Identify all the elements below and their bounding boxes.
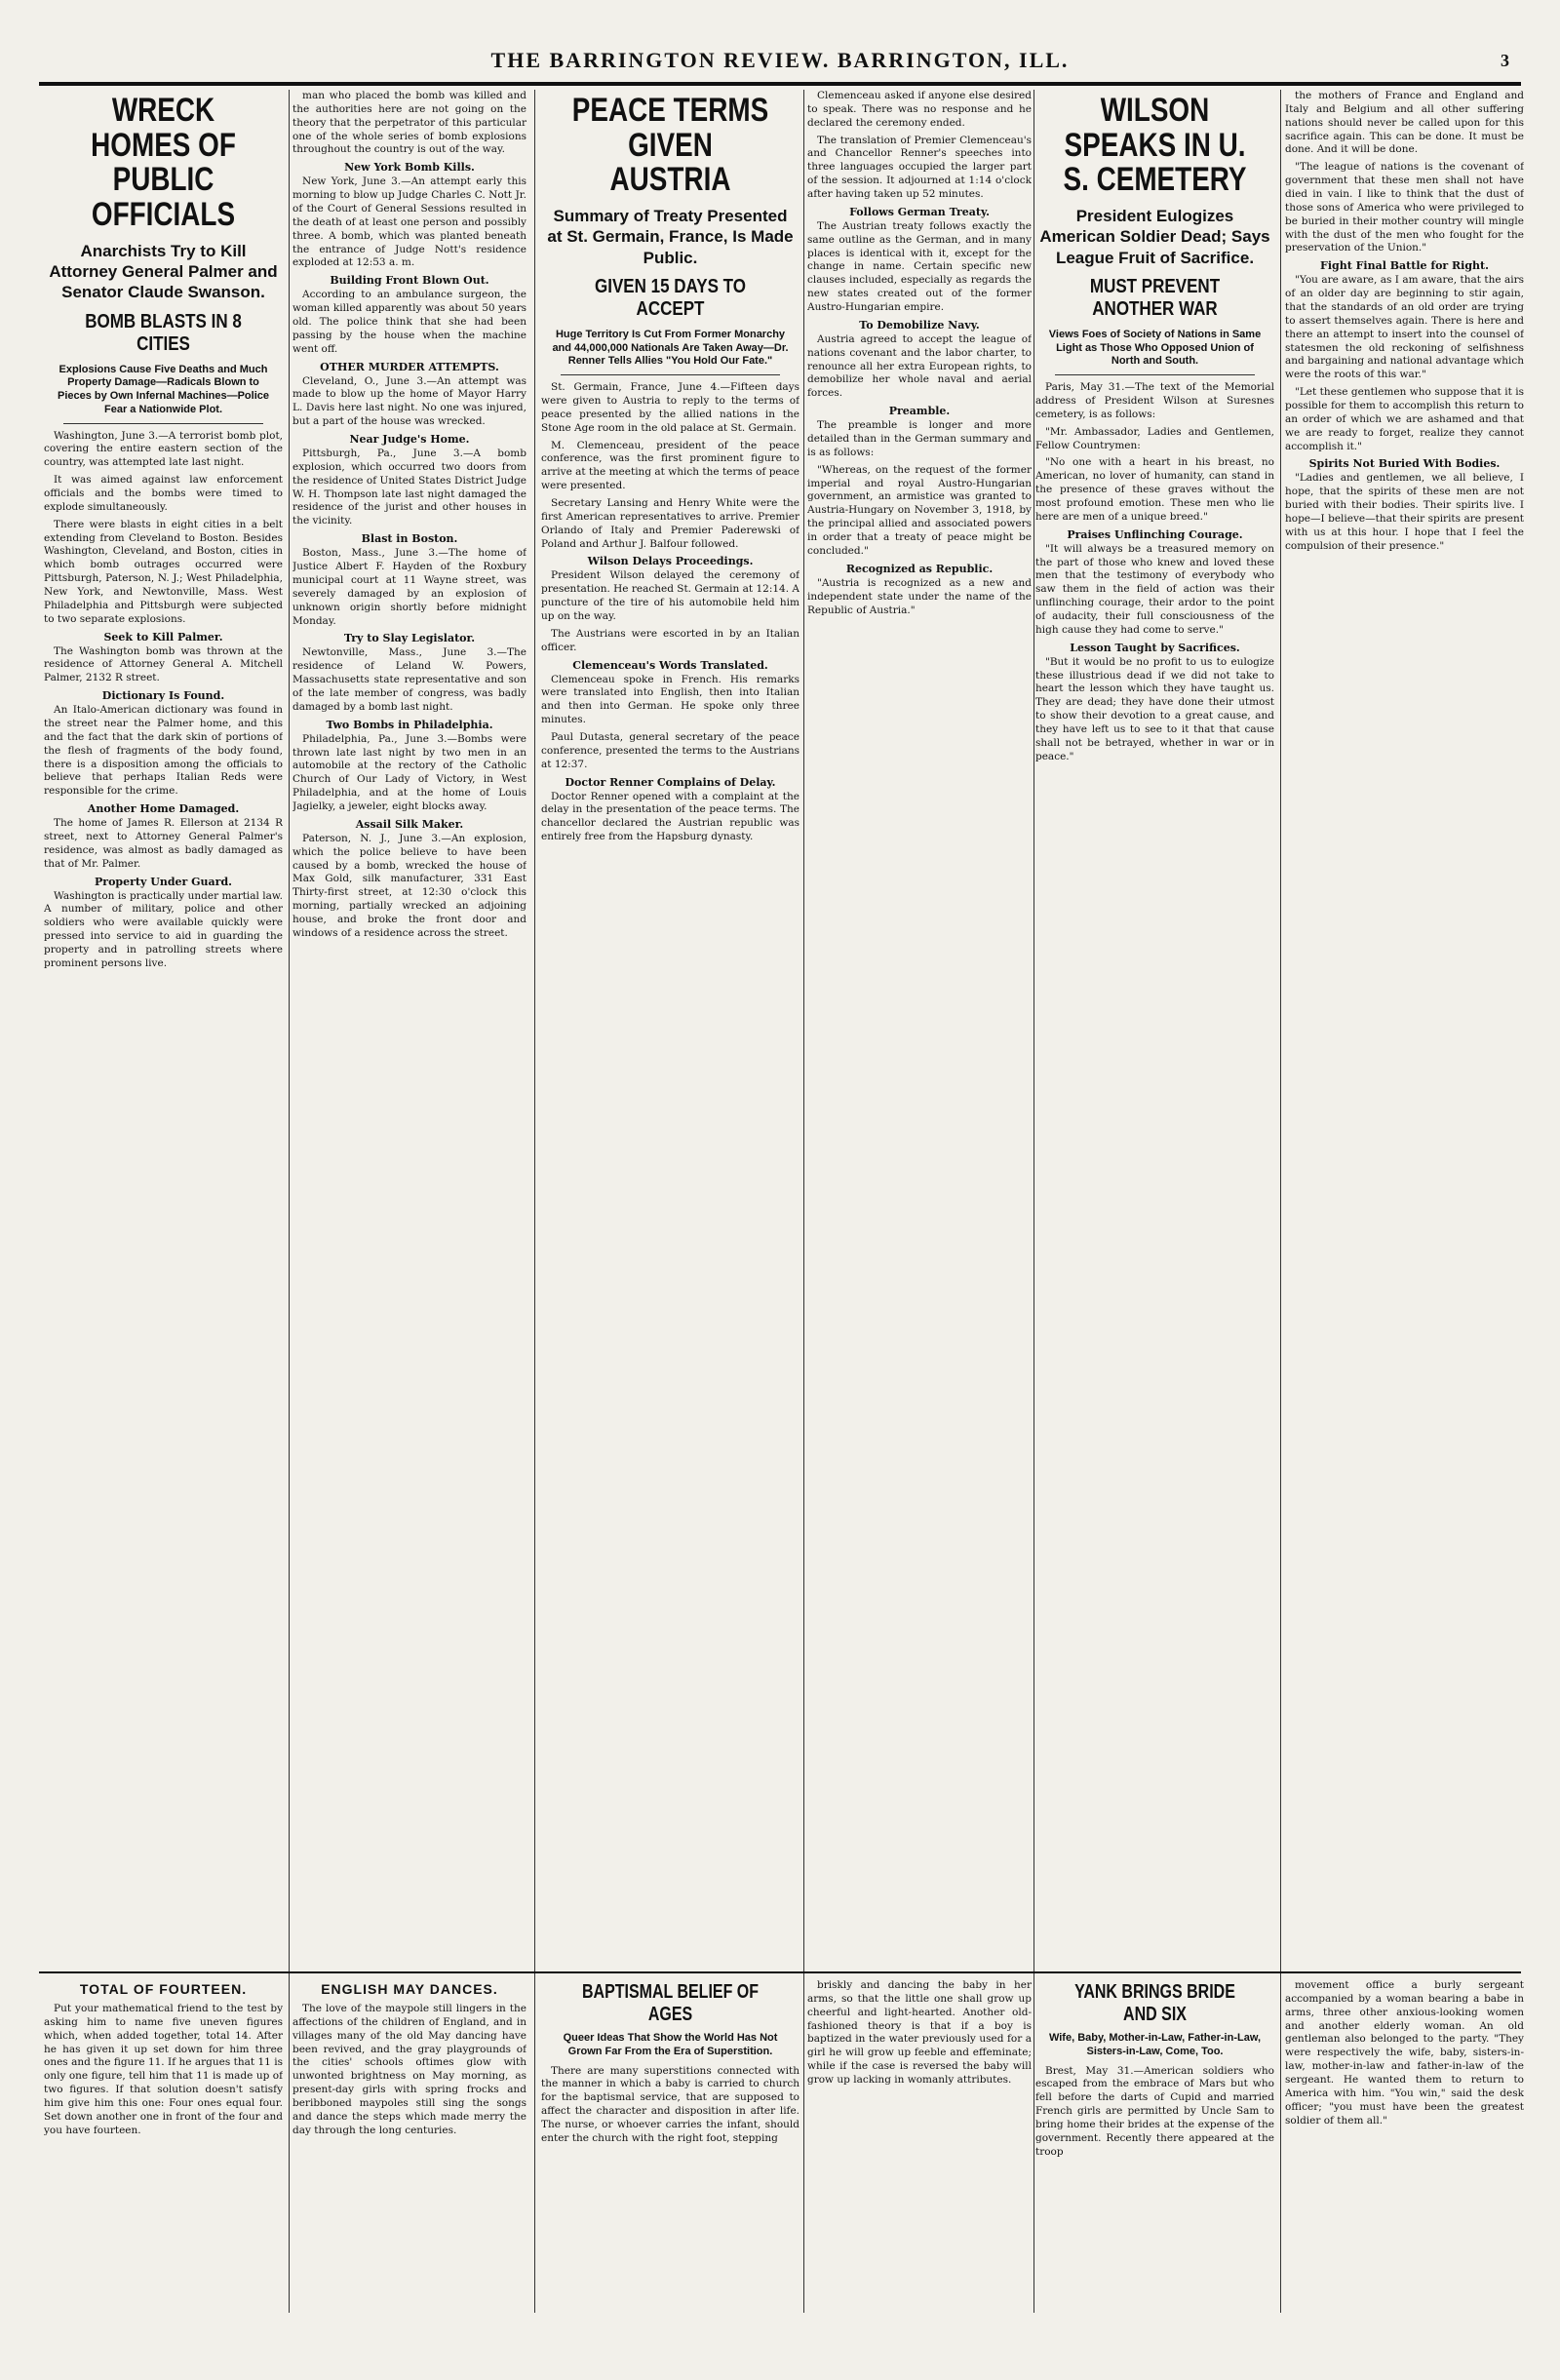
article-deck: Queer Ideas That Show the World Has Not Grown Far From the Era of Superstition. (563, 2032, 778, 2057)
section-heading: New York Bomb Kills. (344, 161, 475, 175)
column-rule (534, 90, 535, 2313)
article-title: BAPTISMAL BELIEF OF AGES (581, 1981, 760, 2025)
bottom-section-rule (39, 1971, 1521, 1973)
article-paragraph: the mothers of France and England and Italy and Belgium and all other suffering nations should never be called upon for this sacrifice again. This can be done. It must be done. And it will be done. (1285, 90, 1524, 156)
article-paragraph: The preamble is longer and more detailed than in the German summary and is as follows: (807, 419, 1032, 458)
article-paragraph: Clemenceau asked if anyone else desired to speak. There was no response and he declared the ceremony ended. (807, 90, 1032, 129)
article-english-may-dances (292, 1979, 526, 2369)
article-title: YANK BRINGS BRIDE AND SIX (1074, 1981, 1235, 2025)
column-6 (1285, 90, 1524, 1967)
column-3 (541, 90, 800, 1967)
article-paragraph: "Mr. Ambassador, Ladies and Gentlemen, Fellow Countrymen: (1035, 425, 1274, 451)
article-title: ENGLISH MAY DANCES. (321, 1981, 498, 1997)
article-paragraph: "It will always be a treasured memory on the part of those who knew and loved these men that the testimony of everybody who saw them in the field of action was their unflinching courage, their ardor to the point of audacity, their full consciousness of the high cause they had come to serve." (1035, 542, 1274, 636)
column-rule (1280, 90, 1281, 2313)
article-paragraph: Pittsburgh, Pa., June 3.—A bomb explosion, which occurred two doors from the residence of United States District Judge W. H. Thompson late last night damaged the residence of the jurist and other houses in the vicinity. (292, 448, 526, 527)
section-heading: Blast in Boston. (361, 532, 458, 546)
article-paragraph: According to an ambulance surgeon, the woman killed apparently was about 50 years old. The police think that she had been passing by the house when the machine went off. (292, 289, 526, 355)
article-yank-brings-bride (1035, 1979, 1274, 2369)
article-paragraph: Austria agreed to accept the league of nations covenant and the labor charter, to renounce all her extra European rights, to demobilize her whole naval and aerial forces. (807, 332, 1032, 400)
subhead-bomb-blasts: BOMB BLASTS IN 8 CITIES (85, 310, 242, 355)
article-paragraph: Newtonville, Mass., June 3.—The residence of Leland W. Powers, Massachusetts state representative and son of the late member of congress, was badly damaged by a bomb last night. (292, 646, 526, 713)
article-paragraph: Washington is practically under martial law. A number of military, police and other soldiers who were available quickly were pressed into service to aid in guarding the property and in patrolling streets where prominent persons live. (44, 889, 283, 969)
article-paragraph: The love of the maypole still lingers in the affections of the children of England, and in villages many of the old May dancing have been revived, and the gray playgrounds of the cities' schools oftimes glow with unwonted brightness on May morning, as present-day girls with spring frocks and beribboned maypoles still sing the songs and dance the steps which made merry the day through the long centuries. (292, 2003, 526, 2136)
article-paragraph: "The league of nations is the covenant of government that these men shall not have died in vain. I like to think that the dust of those sons of America who were privileged to be buried in their mother country will mingle with the dust of the men who fought for the preservation of the Union." (1285, 161, 1524, 254)
article-paragraph: briskly and dancing the baby in her arms, so that the little one shall grow up cheerful and light-hearted. Another old-fashioned theory is that if a boy is baptized in the water previously used for a girl he will grow up feeble and effeminate; while if the case is reversed the baby will grow up lacking in womanly attributes. (807, 1979, 1032, 2087)
article-paragraph: Brest, May 31.—American soldiers who escaped from the embrace of Mars but who fell before the darts of Cupid and married French girls are permitted by Uncle Sam to bring home their brides at the expense of the government. Recently there appeared at the troop (1035, 2064, 1274, 2158)
section-heading: Lesson Taught by Sacrifices. (1070, 641, 1240, 654)
section-heading: Follows German Treaty. (849, 205, 990, 218)
section-heading: Dictionary Is Found. (101, 689, 225, 703)
section-heading: Clemenceau's Words Translated. (572, 658, 768, 672)
article-paragraph: Clemenceau spoke in French. His remarks were translated into English, then into Italian and then into German. He spoke only three minutes. (541, 673, 800, 726)
article-paragraph: St. Germain, France, June 4.—Fifteen days were given to Austria to reply to the terms of peace presented by the allied nations in the Stone Age room in the old palace at St. Germain. (541, 381, 800, 434)
deck-president-eulogizes: President Eulogizes American Soldier Dead; Says League Fruit of Sacrifice. (1039, 207, 1270, 267)
article-paragraph: President Wilson delayed the ceremony of presentation. He reached St. Germain at 12:14. A puncture of the tire of his automobile held him up on the way. (541, 569, 800, 622)
column-rule (289, 90, 290, 2313)
article-paragraph: The translation of Premier Clemenceau's and Chancellor Renner's speeches into three languages occupied the larger part of the session. It adjourned at 1:14 o'clock after having taken up 52 minutes. (807, 134, 1032, 201)
article-paragraph: "Let these gentlemen who suppose that it is possible for them to accomplish this return to an order of which we are ashamed and that we are ready to forget, realize they cannot accomplish it." (1285, 386, 1524, 452)
article-paragraph: movement office a burly sergeant accompanied by a woman bearing a babe in arms, three other anxious-looking women and another elderly woman. An old gentleman also belonged to the party. "They were respectively the wife, baby, sisters-in-law, mother-in-law and father-in-law of the sergeant. He wanted them to return to America with him. "You win," said the desk officer; "you must have been the greatest soldier of them all." (1285, 1979, 1524, 2126)
masthead-title: THE BARRINGTON REVIEW. BARRINGTON, ILL. (490, 48, 1070, 72)
column-2 (292, 90, 526, 1967)
article-paragraph: Put your mathematical friend to the test by asking him to name five uneven figures which, when added together, total 14. After he has given it up set down for him three ones and the figure 11. If he argues that 11 is only one figure, tell him that 11 is made up of two figures. If that solution doesn't satisfy him give him this one: Four ones equal four. Set down another one in front of the four and you have fourteen. (44, 2003, 283, 2136)
article-paragraph: Washington, June 3.—A terrorist bomb plot, covering the entire eastern section of the country, was attempted late last night. (44, 429, 283, 469)
article-paragraph: The Austrians were escorted in by an Italian officer. (541, 627, 800, 653)
article-paragraph: Philadelphia, Pa., June 3.—Bombs were thrown late last night by two men in an automobile at the rectory of the Catholic Church of Our Lady of Victory, in West Philadelphia, and at the home of Louis Jagielky, a jeweler, eight blocks away. (292, 732, 526, 812)
section-heading: Two Bombs in Philadelphia. (326, 718, 493, 731)
deck-views-foes: Views Foes of Society of Nations in Same Light as Those Who Opposed Union of North and South. (1048, 328, 1262, 368)
section-heading: Doctor Renner Complains of Delay. (565, 775, 776, 789)
article-paragraph: It was aimed against law enforcement officials and the bombs were timed to explode simultaneously. (44, 474, 283, 513)
article-paragraph: Doctor Renner opened with a complaint at the delay in the presentation of the peace terms. The chancellor declared the Austrian republic was entirely free from the Hapsburg dynasty. (541, 790, 800, 843)
subhead-given-15-days: GIVEN 15 DAYS TO ACCEPT (595, 275, 746, 320)
headline-peace-terms: PEACE TERMS GIVEN AUSTRIA (571, 92, 769, 199)
article-paragraph: There are many superstitions connected with the manner in which a baby is carried to church for the baptismal service, that are supposed to affect the character and disposition in after life. The nurse, or whoever carries the infant, should enter the church with the right foot, stepping (541, 2064, 800, 2144)
article-paragraph: Paris, May 31.—The text of the Memorial address of President Wilson at Suresnes cemetery, is as follows: (1035, 381, 1274, 420)
article-paragraph: "Ladies and gentlemen, we all believe, I hope, that the spirits of these men are not buried with their bodies. Their spirits live. I hope—I believe—that their spirits are present with us at this hour. I hope that I feel the compulsion of their presence." (1285, 472, 1524, 552)
article-paragraph: There were blasts in eight cities in a belt extending from Cleveland to Boston. Besides Washington, Cleveland, and Boston, cities in which bomb outrages occurred were Pittsburgh, Paterson, N. J.; West Philadelphia, New York, and Newtonville, Mass. West Philadelphia and Pittsburgh were subjected to two separate explosions. (44, 518, 283, 625)
article-paragraph: Boston, Mass., June 3.—The home of Justice Albert F. Hayden of the Roxbury municipal court at 11 Wayne street, was severely damaged by an explosion of unknown origin shortly before midnight Monday. (292, 547, 526, 627)
section-heading: Try to Slay Legislator. (343, 632, 476, 645)
article-baptismal-belief (541, 1979, 800, 2369)
article-total-of-fourteen (44, 1979, 283, 2369)
article-paragraph: Paterson, N. J., June 3.—An explosion, which the police believe to have been caused by a bomb, wrecked the house of Max Gold, silk manufacturer, 331 East Thirty-first street, at 12:30 o'clock this morning, partially wrecked an adjoining house, and broke the front door and windows of a residence across the street. (292, 832, 526, 939)
masthead (39, 37, 1521, 84)
article-paragraph: Secretary Lansing and Henry White were the first American representatives to arrive. Premier Orlando of Italy and Premier Paderewski of Poland and Arthur J. Balfour followed. (541, 496, 800, 550)
section-heading: Wilson Delays Proceedings. (587, 555, 754, 568)
article-paragraph: Paul Dutasta, general secretary of the peace conference, presented the terms to the Austrians at 12:37. (541, 730, 800, 770)
article-paragraph: New York, June 3.—An attempt early this morning to blow up Judge Charles C. Nott Jr. of the Court of General Sessions resulted in the death of at least one person and possibly three. A bomb, which was planted beneath the entrance of Judge Nott's residence exploded at 12:53 a. m. (292, 176, 526, 269)
masthead-rule (39, 82, 1521, 86)
article-paragraph: "Austria is recognized as a new and independent state under the name of the Republic of Austria." (807, 576, 1032, 616)
section-heading: Fight Final Battle for Right. (1320, 259, 1489, 273)
deck-explosions: Explosions Cause Five Deaths and Much Property Damage—Radicals Blown to Pieces by Own Infernal Machines—Police Fear a Nationwide Plot. (57, 363, 270, 415)
section-heading: Praises Unflinching Courage. (1067, 527, 1243, 541)
section-heading: Spirits Not Buried With Bodies. (1308, 457, 1501, 471)
section-heading: OTHER MURDER ATTEMPTS. (320, 360, 499, 373)
headline-wilson-speaks: WILSON SPEAKS IN U. S. CEMETERY (1063, 92, 1247, 199)
article-paragraph: Cleveland, O., June 3.—An attempt was made to blow up the home of Mayor Harry L. Davis here last night. No one was injured, but a part of the house was wrecked. (292, 374, 526, 428)
section-heading: Another Home Damaged. (87, 802, 240, 816)
deck-summary-of-treaty: Summary of Treaty Presented at St. Germain, France, Is Made Public. (547, 207, 794, 267)
column-4 (807, 90, 1032, 1967)
article-paragraph: "Whereas, on the request of the former imperial and royal Austro-Hungarian government, an armistice was granted to Austria-Hungary on November 3, 1918, by the principal allied and associated powers in order that a treaty of peace might be concluded." (807, 463, 1032, 557)
section-heading: Property Under Guard. (95, 875, 232, 888)
subhead-prevent-war: MUST PREVENT ANOTHER WAR (1089, 275, 1221, 320)
headline-wreck-homes: WRECK HOMES OF PUBLIC OFFICIALS (91, 92, 236, 234)
article-title: TOTAL OF FOURTEEN. (79, 1981, 248, 1997)
section-heading: Recognized as Republic. (845, 562, 994, 575)
section-heading: Building Front Blown Out. (330, 274, 489, 288)
section-heading: To Demobilize Navy. (859, 318, 980, 332)
deck-huge-territory: Huge Territory Is Cut From Former Monarchy and 44,000,000 Nationals Are Taken Away—Dr. Renner Tells Allies "You Hold Our Fate." (552, 328, 789, 368)
page-number: 3 (1501, 51, 1511, 70)
article-paragraph: The Washington bomb was thrown at the residence of Attorney General A. Mitchell Palmer, 2132 R street. (44, 644, 283, 684)
section-heading: Assail Silk Maker. (355, 817, 464, 831)
divider (63, 423, 263, 424)
section-heading: Preamble. (888, 405, 951, 418)
column-rule (803, 90, 804, 2313)
article-paragraph: man who placed the bomb was killed and the authorities here are not going on the theory that the perpetrator of this particular one of the whole series of bomb explosions throughout the country is out of the way. (292, 90, 526, 156)
article-paragraph: The home of James R. Ellerson at 2134 R street, next to Attorney General Palmer's residence, was almost as badly damaged as that of Mr. Palmer. (44, 817, 283, 870)
article-baptismal-continued (807, 1979, 1032, 2369)
divider (561, 374, 780, 375)
divider (1055, 374, 1255, 375)
article-paragraph: "But it would be no profit to us to eulogize these illustrious dead if we did not take to heart the lesson which they have taught us. They are dead; they have done their utmost to show their devotion to a great cause, and they have left us to see to it that that cause shall not be betrayed, whether in war or in peace." (1035, 655, 1274, 762)
column-1 (44, 90, 283, 1967)
article-paragraph: The Austrian treaty follows exactly the same outline as the German, and in many places is identical with it, except for the change in name. Certain specific new clauses included, especially as regards the new states created out of the former Austro-Hungarian empire. (807, 219, 1032, 314)
section-heading: Seek to Kill Palmer. (103, 630, 223, 644)
article-paragraph: M. Clemenceau, president of the peace conference, was the first prominent figure to arrive at the meeting at which the terms of peace were presented. (541, 439, 800, 492)
article-paragraph: "You are aware, as I am aware, that the airs of an older day are beginning to stir again, that the standards of an old order are trying to assert themselves again. There is here and there an attempt to insert into the counsel of statesmen the old reckoning of selfishness and bargaining and national advantage which were the roots of this war." (1285, 274, 1524, 381)
article-deck: Wife, Baby, Mother-in-Law, Father-in-Law, Sisters-in-Law, Come, Too. (1048, 2032, 1262, 2057)
column-5 (1035, 90, 1274, 1967)
section-heading: Near Judge's Home. (349, 433, 470, 447)
article-paragraph: An Italo-American dictionary was found in the street near the Palmer home, and this and the fact that the dark skin of portions of the flesh of fragments of the body found, there is a disposition among the officials to believe that perhaps Italian Reds were responsible for the crime. (44, 704, 283, 798)
deck-anarchists: Anarchists Try to Kill Attorney General Palmer and Senator Claude Swanson. (49, 241, 278, 302)
article-yank-continued (1285, 1979, 1524, 2369)
article-paragraph: "No one with a heart in his breast, no American, no lover of humanity, can stand in the presence of these graves without the most profound emotion. These men who lie here are men of a unique breed." (1035, 456, 1274, 523)
